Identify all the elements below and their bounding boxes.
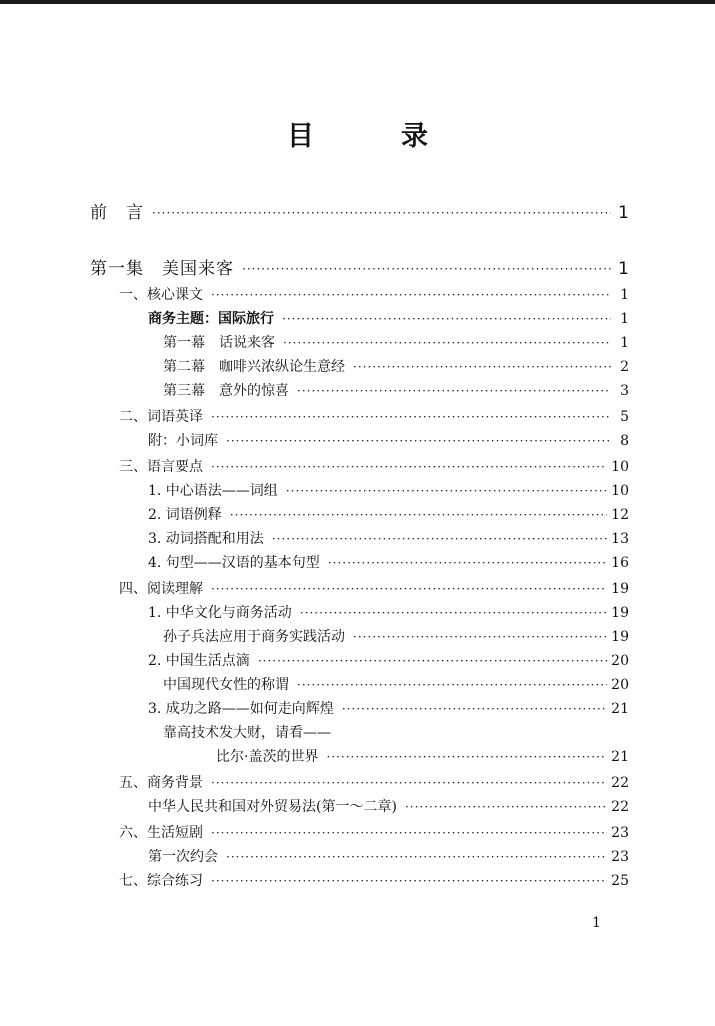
toc-entry[interactable] [119, 452, 629, 476]
toc-entry-label: 五、商务背景 [119, 775, 203, 791]
page-title: 目 录 [287, 121, 458, 152]
dot-leader [211, 777, 607, 789]
toc-entry-page: 1 [618, 259, 629, 279]
dot-leader [342, 703, 607, 715]
toc-entry-label: 七、综合练习 [119, 873, 203, 889]
toc-entry[interactable] [148, 476, 629, 500]
toc-entry[interactable] [163, 376, 629, 400]
toc-entry-continued[interactable] [163, 718, 629, 742]
dot-leader [211, 411, 611, 423]
dot-leader [211, 289, 611, 301]
toc-entry-page: 13 [611, 531, 629, 547]
toc-entry-label: 中华人民共和国对外贸易法(第一～二章) [148, 799, 397, 815]
toc-entry[interactable] [163, 622, 629, 646]
top-border-rule [0, 0, 715, 4]
dot-leader [353, 631, 607, 643]
toc-entry[interactable] [148, 842, 629, 866]
toc-entry-label: 靠高技术发大财，请看—— [163, 725, 331, 741]
toc-entry[interactable] [90, 254, 629, 278]
dot-leader [272, 533, 607, 545]
toc-entry-page: 5 [620, 409, 629, 425]
dot-leader [282, 313, 611, 325]
toc-entry[interactable] [148, 304, 629, 328]
dot-leader [226, 435, 611, 447]
toc-entry-page: 19 [611, 629, 629, 645]
toc-entry-page: 2 [620, 359, 629, 375]
toc-entry-page: 22 [611, 775, 629, 791]
toc-entry[interactable] [163, 328, 629, 352]
toc-entry[interactable] [148, 524, 629, 548]
dot-leader [297, 385, 611, 397]
toc-entry-page: 10 [611, 459, 629, 475]
dot-leader [242, 263, 611, 275]
toc-entry-label: 前 言 [90, 203, 144, 223]
dot-leader [230, 509, 607, 521]
toc-entry-page: 3 [620, 383, 629, 399]
toc-entry-label: 二、词语英译 [119, 409, 203, 425]
toc-entry-label: 4. 句型——汉语的基本句型 [148, 555, 320, 571]
toc-entry[interactable] [119, 574, 629, 598]
toc-entry-label: 第一次约会 [148, 849, 218, 865]
toc-entry-label: 1. 中华文化与商务活动 [148, 605, 292, 621]
dot-leader [211, 583, 607, 595]
toc-entry-page: 1 [620, 335, 629, 351]
toc-entry[interactable] [119, 402, 629, 426]
dot-leader [283, 337, 611, 349]
dot-leader [152, 207, 611, 219]
toc-entry-label: 三、语言要点 [119, 459, 203, 475]
toc-entry-label: 比尔·盖茨的世界 [216, 749, 319, 765]
toc-entry-page: 20 [611, 653, 629, 669]
toc-entry-page: 19 [611, 581, 629, 597]
dot-leader [211, 875, 607, 887]
toc-entry-label: 1. 中心语法——词组 [148, 483, 278, 499]
toc-entry[interactable] [148, 426, 629, 450]
toc-entry-page: 25 [611, 873, 629, 889]
toc-entry-page: 21 [611, 749, 629, 765]
toc-entry[interactable] [148, 548, 629, 572]
toc-entry[interactable] [148, 694, 629, 718]
page-number: 1 [592, 915, 601, 931]
toc-entry[interactable] [148, 792, 629, 816]
toc-entry[interactable] [90, 198, 629, 222]
toc-entry-label: 第一集 美国来客 [90, 259, 234, 279]
dot-leader [211, 461, 607, 473]
toc-entry-page: 23 [611, 825, 629, 841]
dot-leader [405, 801, 607, 813]
toc-entry[interactable] [216, 742, 629, 766]
toc-entry[interactable] [148, 598, 629, 622]
toc-entry-label: 六、生活短剧 [119, 825, 203, 841]
toc-entry-page: 8 [620, 433, 629, 449]
toc-entry-label: 2. 词语例释 [148, 507, 222, 523]
dot-leader [353, 361, 611, 373]
toc-entry[interactable] [148, 646, 629, 670]
toc-entry-page: 20 [611, 677, 629, 693]
toc-entry-label: 四、阅读理解 [119, 581, 203, 597]
toc-entry-page: 19 [611, 605, 629, 621]
dot-leader [297, 679, 607, 691]
toc-entry[interactable] [148, 500, 629, 524]
toc-entry-label: 孙子兵法应用于商务实践活动 [163, 629, 345, 645]
dot-leader [326, 751, 607, 763]
toc-entry-page: 12 [611, 507, 629, 523]
toc-entry-label: 2. 中国生活点滴 [148, 653, 250, 669]
toc-entry-label: 第二幕 咖啡兴浓纵论生意经 [163, 359, 345, 375]
toc-entry[interactable] [119, 818, 629, 842]
toc-entry-label: 商务主题：国际旅行 [148, 311, 274, 327]
toc-entry-page: 16 [611, 555, 629, 571]
dot-leader [211, 827, 607, 839]
toc-entry-page: 1 [618, 203, 629, 223]
toc-entry[interactable] [119, 768, 629, 792]
toc-entry-label: 附：小词库 [148, 433, 218, 449]
toc-entry-label: 一、核心课文 [119, 287, 203, 303]
toc-entry-label: 第一幕 话说来客 [163, 335, 275, 351]
toc-entry-page: 22 [611, 799, 629, 815]
toc-entry-label: 3. 成功之路——如何走向辉煌 [148, 701, 334, 717]
dot-leader [226, 851, 607, 863]
toc-entry[interactable] [119, 280, 629, 304]
toc-entry-page: 21 [611, 701, 629, 717]
toc-entry-label: 3. 动词搭配和用法 [148, 531, 264, 547]
toc-entry-page: 23 [611, 849, 629, 865]
toc-entry-label: 中国现代女性的称谓 [163, 677, 289, 693]
dot-leader [258, 655, 607, 667]
dot-leader [300, 607, 607, 619]
dot-leader [328, 557, 607, 569]
toc-entry-page: 1 [620, 311, 629, 327]
toc-entry-label: 第三幕 意外的惊喜 [163, 383, 289, 399]
toc-entry-page: 1 [620, 287, 629, 303]
toc-entry-page: 10 [611, 483, 629, 499]
toc-entry[interactable] [163, 352, 629, 376]
toc-entry[interactable] [119, 866, 629, 890]
toc-entry[interactable] [163, 670, 629, 694]
dot-leader [286, 485, 607, 497]
